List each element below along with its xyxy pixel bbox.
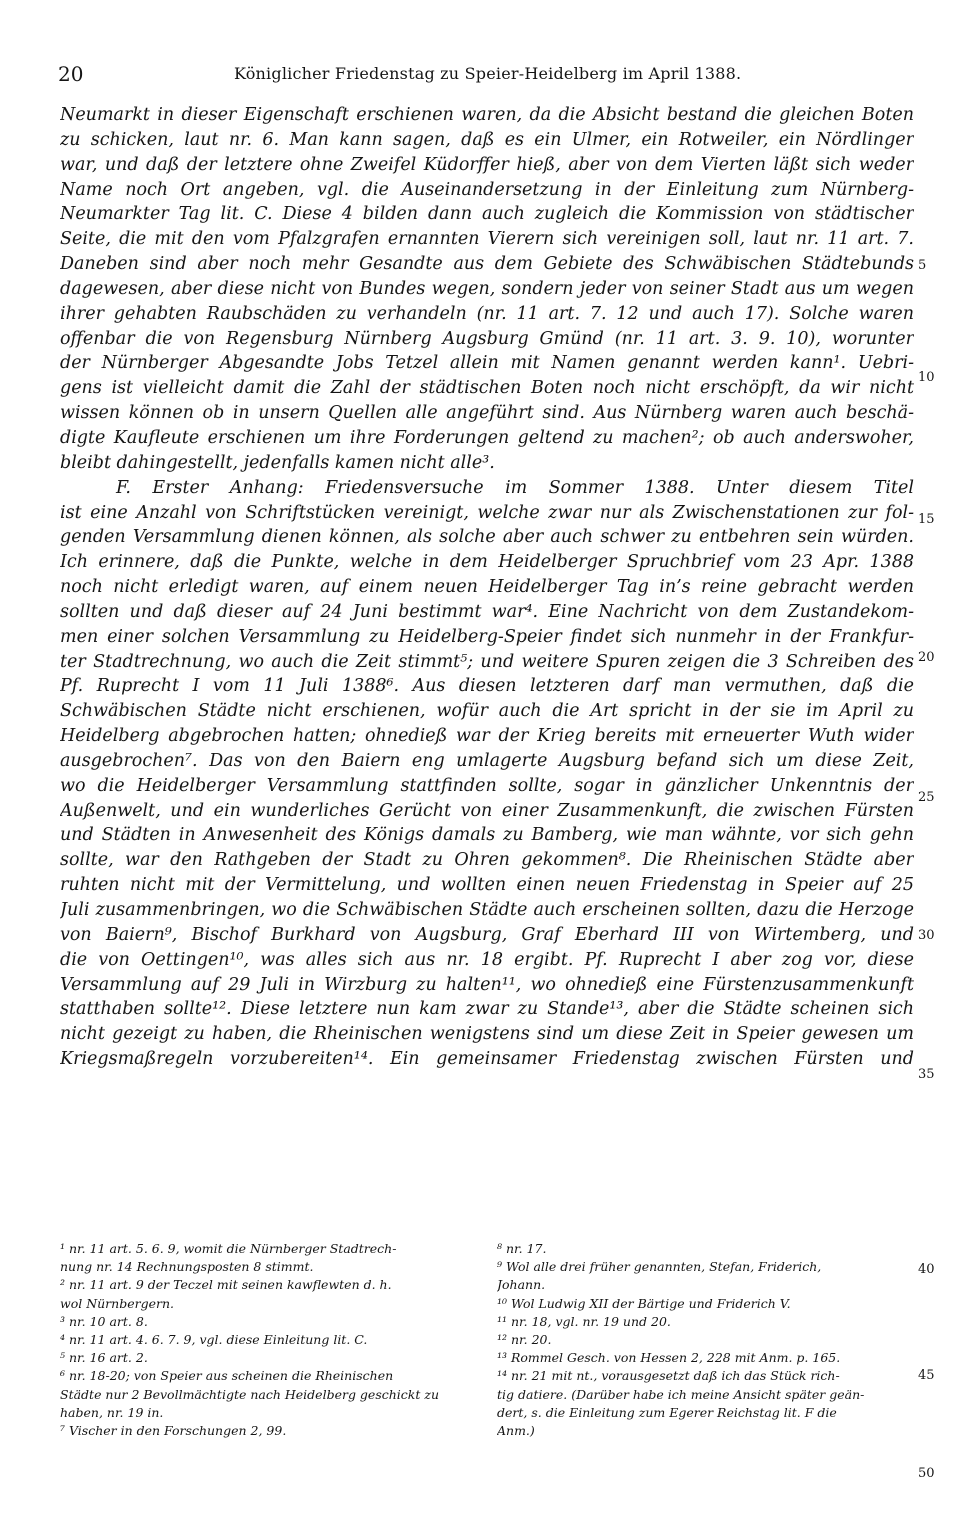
text-line: Neumarkt in dieser Eigenschaft erschienen waren, da die Absicht bestand die gleichen Boten [60, 105, 914, 125]
text-line: sollte, war den Rathgeben der Stadt zu Ohren gekommen⁸. Die Rheinischen Städte aber [60, 850, 914, 871]
text-line: Versammlung auf 29 Juli in Wirzburg zu halten¹¹, wo ohnedieß eine Fürstenzusammenkunft [60, 974, 914, 995]
margin-line-number: 20 [918, 650, 935, 665]
text-line: men einer solchen Versammlung zu Heidelberg-Speier findet sich nunmehr in der Frankfur- [60, 626, 914, 647]
margin-line-number: 25 [918, 790, 935, 805]
section-heading-line: F. Erster Anhang: Friedensversuche im Sommer 1388. Unter diesem Titel [116, 477, 914, 498]
footnote-line: Johann. [497, 1277, 546, 1293]
footnote-line: ⁵ nr. 16 art. 2. [60, 1350, 148, 1366]
text-line: Pf. Ruprecht I vom 11 Juli 1388⁶. Aus diesen letzteren darf man vermuthen, daß die [60, 676, 914, 697]
text-line: Kriegsmaßregeln vorzubereiten¹⁴. Ein gemeinsamer Friedenstag zwischen Fürsten und [60, 1049, 914, 1070]
text-line: Außenwelt, und ein wunderliches Gerücht von einer Zusammenkunft, die zwischen Fürsten [60, 800, 914, 821]
text-line: Neumarkter Tag lit. C. Diese 4 bilden dann auch zugleich die Kommission von städtischer [60, 204, 914, 225]
text-line: die von Oettingen¹⁰, was alles sich aus nr. 18 ergibt. Pf. Ruprecht I aber zog vor, diese [60, 949, 914, 970]
text-line: Heidelberg abgebrochen hatten; ohnedieß war der Krieg bereits mit erneuerter Wuth wider [60, 726, 914, 747]
footnote-line: ¹¹ nr. 18, vgl. nr. 19 und 20. [497, 1313, 671, 1329]
footnote-line: ⁴ nr. 11 art. 4. 6. 7. 9, vgl. diese Einleitung lit. C. [60, 1331, 368, 1347]
text-line: war, und daß der letztere ohne Zweifel Küdorffer hieß, aber von dem Vierten läßt sich weder [60, 154, 914, 175]
text-line: wissen können ob in unsern Quellen alle angeführt sind. Aus Nürnberg waren auch beschä- [60, 403, 914, 424]
footnote-line: wol Nürnbergern. [60, 1295, 174, 1311]
margin-line-number: 50 [918, 1466, 935, 1481]
text-line: Ich erinnere, daß die Punkte, welche in dem Heidelberger Spruchbrief vom 23 Apr. 1388 [60, 552, 914, 573]
text-line: genden Versammlung dienen können, als solche aber auch schwer zu entbehren sein würden. [60, 527, 914, 548]
text-line: dagewesen, aber diese nicht von Bundes wegen, sondern jeder von seiner Stadt aus um wegen [60, 278, 914, 299]
text-line: ausgebrochen⁷. Das von den Baiern eng umlagerte Augsburg befand sich um diese Zeit, [60, 750, 914, 771]
footnote-line: ¹ nr. 11 art. 5. 6. 9, womit die Nürnberger Stadtrech- [60, 1241, 397, 1256]
margin-line-number: 10 [918, 370, 935, 385]
page-header [58, 62, 918, 90]
footnote-line: ¹³ Rommel Gesch. von Hessen 2, 228 mit Anm. p. 165. [497, 1350, 841, 1366]
text-line: der Nürnberger Abgesandte Jobs Tetzel allein mit Namen genannt werden kann¹. Uebri- [60, 353, 914, 374]
text-line: Juli zusammenbringen, wo die Schwäbischen Städte auch erscheinen sollten, dazu die Herzoge [60, 900, 914, 920]
footnote-line: ¹⁰ Wol Ludwig XII der Bärtige und Friderich V. [497, 1295, 791, 1311]
footnote-line: ⁹ Wol alle drei früher genannten, Stefan, Friderich, [497, 1259, 822, 1275]
text-line: von Baiern⁹, Bischof Burkhard von Augsburg, Graf Eberhard III von Wirtemberg, und [60, 924, 914, 945]
text-line: Seite, die mit den vom Pfalzgrafen ernannten Vierern sich vereinigen soll, laut nr. 11 art. 7. [60, 229, 914, 250]
footnote-line: haben, nr. 19 in. [60, 1404, 164, 1420]
margin-line-number: 30 [918, 928, 935, 943]
text-line: ter Stadtrechnung, wo auch die Zeit stimmt⁵; und weitere Spuren zeigen die 3 Schreiben des [60, 651, 914, 672]
body-text [60, 103, 914, 1072]
text-line: ruhten nicht mit der Vermittelung, und wollten einen neuen Friedenstag in Speier auf 25 [60, 875, 914, 896]
text-line: digte Kaufleute erschienen um ihre Forderungen geltend zu machen²; ob auch anderswoher, [60, 427, 914, 448]
text-line: statthaben sollte¹². Diese letztere nun kam zwar zu Stande¹³, aber die Städte scheinen sich [60, 999, 914, 1020]
margin-line-number: 5 [918, 258, 927, 273]
text-line: ist eine Anzahl von Schriftstücken vereinigt, welche zwar nur als Zwischenstationen zur fol- [60, 502, 914, 523]
margin-line-number: 15 [918, 512, 935, 527]
footnote-line: ⁸ nr. 17. [497, 1241, 547, 1256]
footnote-line: tig datiere. (Darüber habe ich meine Ansicht später geän- [497, 1386, 865, 1402]
footnote-line: nung nr. 14 Rechnungsposten 8 stimmt. [60, 1259, 314, 1275]
footnote-line: ¹⁴ nr. 21 mit nt., vorausgesetzt daß ich das Stück rich- [497, 1368, 840, 1384]
footnote-line: ¹² nr. 20. [497, 1331, 552, 1347]
text-line: noch nicht erledigt waren, auf einem neuen Heidelberger Tag in’s reine gebracht werden [60, 577, 914, 598]
text-line: bleibt dahingestellt, jedenfalls kamen nicht alle³. [60, 452, 495, 473]
footnote-line: ⁶ nr. 18-20; von Speier aus scheinen die Rheinischen [60, 1368, 394, 1384]
footnote-line: ⁷ Vischer in den Forschungen 2, 99. [60, 1422, 287, 1438]
text-line: zu schicken, laut nr. 6. Man kann sagen, daß es ein Ulmer, ein Rotweiler, ein Nördlinger [60, 129, 914, 150]
text-line: sollten und daß dieser auf 24 Juni bestimmt war⁴. Eine Nachricht von dem Zustandekom- [60, 601, 914, 622]
text-line: nicht gezeigt zu haben, die Rheinischen wenigstens sind um diese Zeit in Speier gewesen um [60, 1024, 914, 1045]
text-line: gens ist vielleicht damit die Zahl der städtischen Boten noch nicht erschöpft, da wir nicht [60, 378, 914, 399]
page-number: 20 [58, 62, 84, 86]
text-line: und Städten in Anwesenheit des Königs damals zu Bamberg, wie man wähnte, vor sich gehn [60, 825, 914, 846]
text-line: Schwäbischen Städte nicht erschienen, wofür auch die Art spricht in der sie im April zu [60, 701, 914, 722]
running-title: Königlicher Friedenstag zu Speier-Heidelberg im April 1388. [234, 64, 742, 83]
margin-line-number: 35 [918, 1067, 935, 1082]
footnote-line: Anm.) [497, 1422, 535, 1438]
text-line: Name noch Ort angeben, vgl. die Auseinandersetzung in der Einleitung zum Nürnberg- [60, 179, 914, 200]
margin-line-number: 45 [918, 1368, 935, 1383]
footnotes-left-column [60, 1240, 474, 1440]
footnotes-right-column [497, 1240, 911, 1440]
text-line: wo die Heidelberger Versammlung stattfinden sollte, sogar in gänzlicher Unkenntnis der [60, 775, 914, 796]
footnote-line: ² nr. 11 art. 9 der Teczel mit seinen kawflewten d. h. [60, 1277, 392, 1293]
margin-line-numbers [918, 0, 960, 1530]
margin-line-number: 40 [918, 1262, 935, 1277]
footnote-line: dert, s. die Einleitung zum Egerer Reichstag lit. F die [497, 1404, 837, 1420]
text-line: offenbar die von Regensburg Nürnberg Augsburg Gmünd (nr. 11 art. 3. 9. 10), worunter [60, 328, 914, 349]
footnote-line: Städte nur 2 Bevollmächtigte nach Heidelberg geschickt zu [60, 1386, 439, 1402]
text-line: Daneben sind aber noch mehr Gesandte aus dem Gebiete des Schwäbischen Städtebunds [60, 254, 914, 275]
text-line: ihrer gehabten Raubschäden zu verhandeln (nr. 11 art. 7. 12 und auch 17). Solche waren [60, 303, 914, 324]
footnote-line: ³ nr. 10 art. 8. [60, 1313, 148, 1329]
